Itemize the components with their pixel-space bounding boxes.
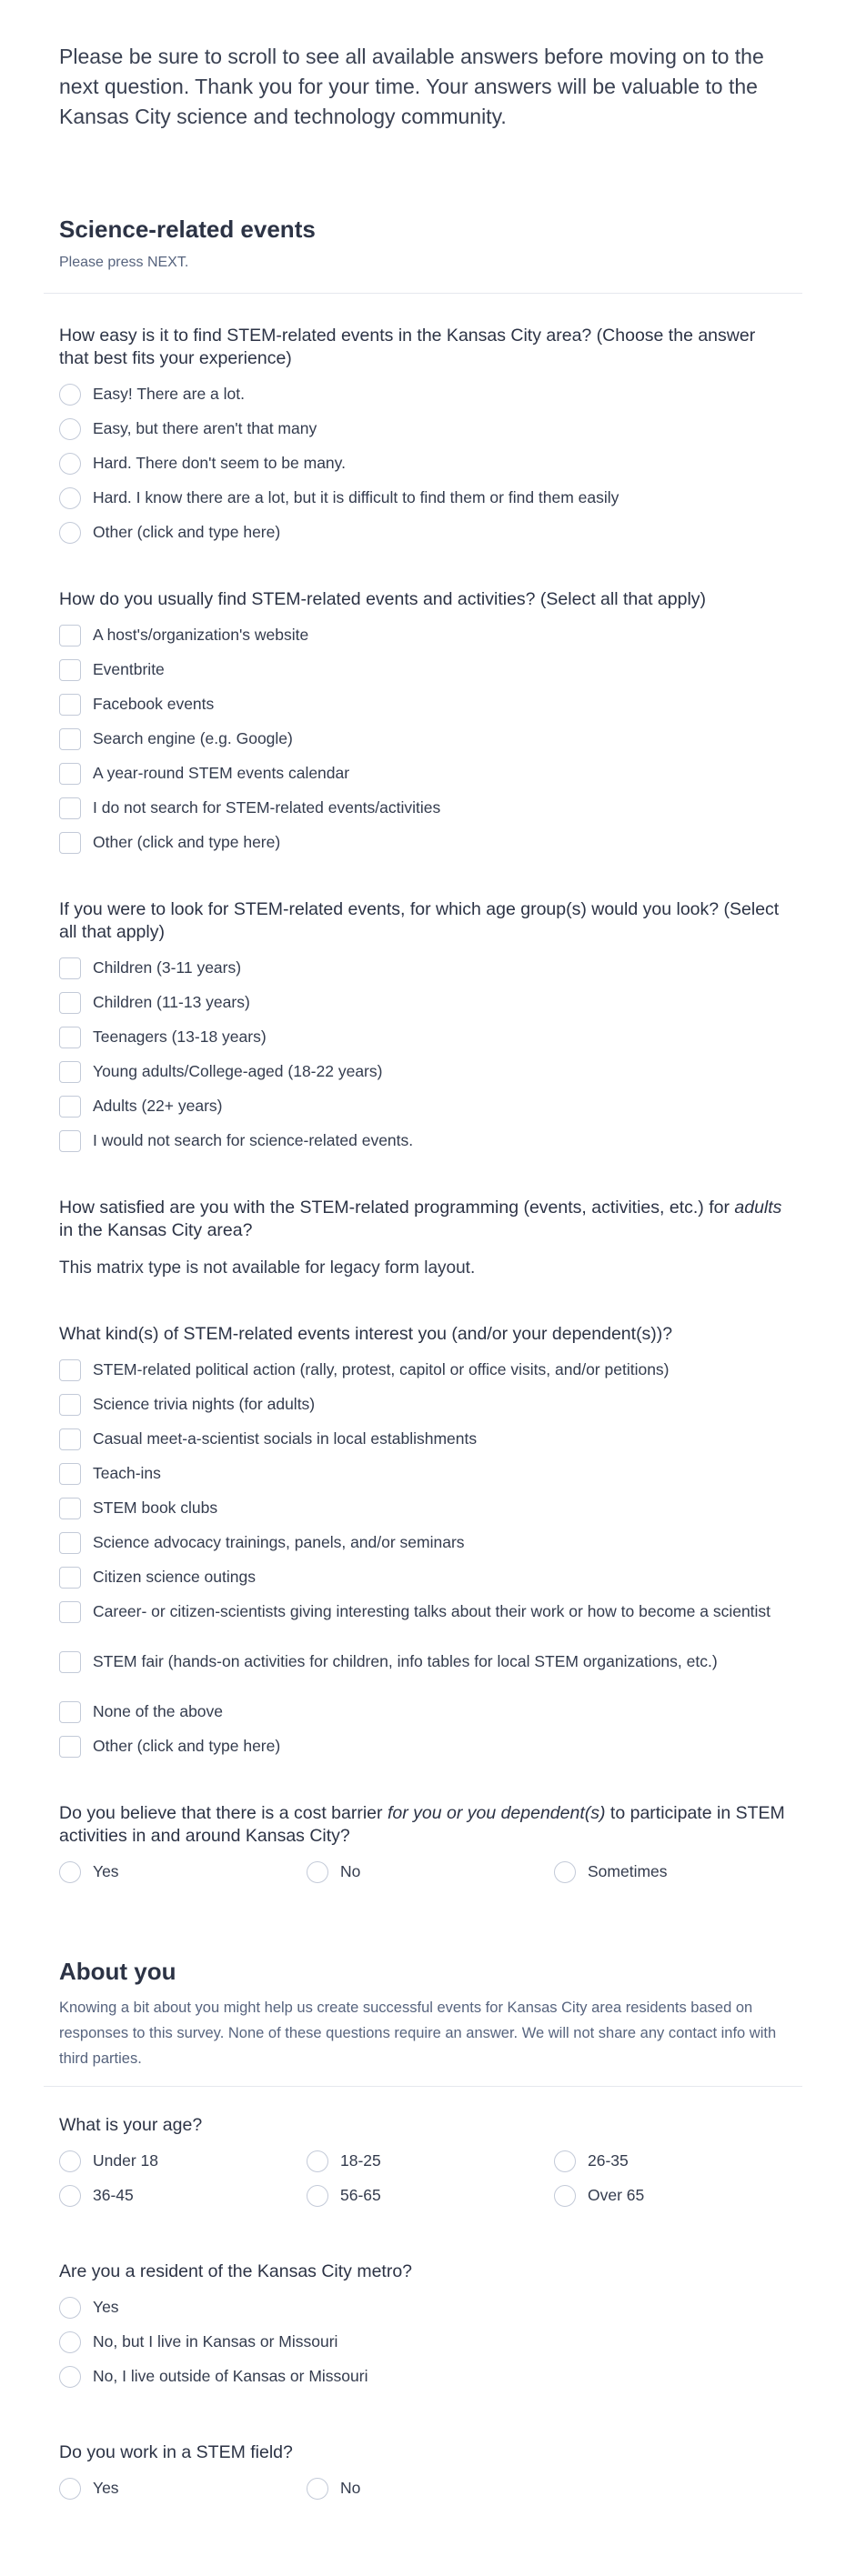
checkbox-option[interactable] xyxy=(59,991,787,1026)
radio-button[interactable] xyxy=(59,2331,81,2353)
option-label: Easy! There are a lot. xyxy=(93,385,245,403)
radio-button[interactable] xyxy=(59,1861,81,1883)
title-text: to participate in STEM activities in and around Kansas City? xyxy=(59,1803,785,1846)
radio-button[interactable] xyxy=(307,2478,328,2500)
radio-option-no[interactable] xyxy=(307,1860,554,1895)
option-label: Teenagers (13-18 years) xyxy=(93,1027,267,1046)
question-age xyxy=(44,2114,802,2219)
checkbox[interactable] xyxy=(59,659,81,681)
option-label: Citizen science outings xyxy=(93,1568,256,1586)
title-emphasis: adults xyxy=(734,1198,782,1218)
radio-button[interactable] xyxy=(307,2150,328,2172)
option-label: Eventbrite xyxy=(93,660,165,678)
option-label: Facebook events xyxy=(93,695,215,713)
intro-text: Please be sure to scroll to see all available answers before moving on to the next question. Thank you for your time. Your answers will be valuable to the Kansas City science and technology community. xyxy=(59,45,764,128)
section-divider xyxy=(44,2086,802,2087)
radio-button[interactable] xyxy=(59,2366,81,2388)
checkbox-option[interactable] xyxy=(59,1358,787,1393)
checkbox-option[interactable] xyxy=(59,1497,787,1531)
checkbox[interactable] xyxy=(59,1096,81,1118)
checkbox[interactable] xyxy=(59,763,81,785)
option-label: Other (click and type here) xyxy=(93,523,281,541)
radio-group xyxy=(59,383,787,556)
radio-group xyxy=(59,2477,787,2511)
option-label: 26-35 xyxy=(588,2151,629,2170)
option-label: Teach-ins xyxy=(93,1464,161,1482)
section-header-about xyxy=(44,1940,802,2071)
option-label: Easy, but there aren't that many xyxy=(93,419,317,437)
radio-option[interactable] xyxy=(59,2330,787,2365)
question-title: What is your age? xyxy=(59,2115,203,2135)
section-title: Science-related events xyxy=(59,216,316,243)
checkbox[interactable] xyxy=(59,1428,81,1450)
radio-option[interactable] xyxy=(59,2184,307,2219)
radio-button[interactable] xyxy=(59,418,81,440)
option-label: Sometimes xyxy=(588,1862,668,1880)
checkbox-option[interactable] xyxy=(59,762,787,797)
radio-button[interactable] xyxy=(59,522,81,544)
question-title: If you were to look for STEM-related events, for which age group(s) would you look? (Select all that apply) xyxy=(59,899,780,942)
checkbox-option[interactable] xyxy=(59,693,787,727)
title-text: Do you believe that there is a cost barrier xyxy=(59,1803,388,1823)
section-title: About you xyxy=(59,1958,176,1985)
option-label: Yes xyxy=(93,2298,119,2316)
checkbox[interactable] xyxy=(59,728,81,750)
checkbox[interactable] xyxy=(59,957,81,979)
checkbox[interactable] xyxy=(59,694,81,716)
radio-button[interactable] xyxy=(59,384,81,406)
option-label: Career- or citizen-scientists giving interesting talks about their work or how to become a scientist xyxy=(93,1602,771,1620)
question-title: How easy is it to find STEM-related events in the Kansas City area? (Choose the answer that best fits your experience) xyxy=(59,326,756,368)
checkbox-option[interactable] xyxy=(59,624,787,658)
option-label: 18-25 xyxy=(340,2151,381,2170)
matrix-unavailable-note: This matrix type is not available for legacy form layout. xyxy=(59,1258,476,1278)
checkbox[interactable] xyxy=(59,1736,81,1758)
checkbox[interactable] xyxy=(59,1651,81,1673)
option-label: Other (click and type here) xyxy=(93,833,281,851)
checkbox[interactable] xyxy=(59,1532,81,1554)
radio-button[interactable] xyxy=(554,2150,576,2172)
radio-button[interactable] xyxy=(59,453,81,475)
radio-option[interactable] xyxy=(554,2184,801,2219)
radio-option-no[interactable] xyxy=(307,2477,554,2511)
title-text: in the Kansas City area? xyxy=(59,1220,253,1240)
checkbox-option[interactable] xyxy=(59,1095,787,1129)
checkbox-option[interactable] xyxy=(59,1393,787,1428)
checkbox-option[interactable] xyxy=(59,1650,787,1700)
option-label: Children (11-13 years) xyxy=(93,993,250,1011)
question-stem-work xyxy=(44,2441,802,2511)
checkbox-option[interactable] xyxy=(59,658,787,693)
option-label: I do not search for STEM-related events/activities xyxy=(93,798,441,817)
radio-option-yes[interactable] xyxy=(59,1860,307,1895)
checkbox-option[interactable] xyxy=(59,1060,787,1095)
checkbox-option[interactable] xyxy=(59,797,787,831)
section-subtitle: Please press NEXT. xyxy=(59,255,189,270)
title-text: How satisfied are you with the STEM-related programming (events, activities, etc.) for xyxy=(59,1198,735,1218)
question-satisfaction-adults xyxy=(44,1197,802,1279)
checkbox-option[interactable] xyxy=(59,1531,787,1566)
option-label: No xyxy=(340,2479,361,2497)
option-label: STEM-related political action (rally, protest, capitol or office visits, and/or petitions) xyxy=(93,1360,670,1378)
checkbox-option-other[interactable] xyxy=(59,1735,787,1769)
checkbox-group xyxy=(59,624,787,866)
question-how-find-events xyxy=(44,588,802,866)
option-label: A year-round STEM events calendar xyxy=(93,764,350,782)
radio-option[interactable] xyxy=(307,2184,554,2219)
checkbox[interactable] xyxy=(59,1394,81,1416)
checkbox-option[interactable] xyxy=(59,1600,787,1650)
checkbox[interactable] xyxy=(59,1498,81,1519)
checkbox[interactable] xyxy=(59,1027,81,1048)
radio-group xyxy=(59,2150,787,2219)
question-cost-barrier xyxy=(44,1802,802,1895)
checkbox-option[interactable] xyxy=(59,957,787,991)
option-label: Science advocacy trainings, panels, and/or seminars xyxy=(93,1533,465,1551)
checkbox[interactable] xyxy=(59,1130,81,1152)
question-age-groups xyxy=(44,898,802,1164)
option-label: Science trivia nights (for adults) xyxy=(93,1395,316,1413)
option-label: Casual meet-a-scientist socials in local establishments xyxy=(93,1429,478,1448)
question-title: How do you usually find STEM-related events and activities? (Select all that apply) xyxy=(59,589,707,609)
option-label: Children (3-11 years) xyxy=(93,958,242,977)
question-title: What kind(s) of STEM-related events interest you (and/or your dependent(s))? xyxy=(59,1324,673,1344)
question-title xyxy=(59,1802,787,1848)
checkbox-group xyxy=(59,1358,787,1769)
radio-button[interactable] xyxy=(59,2478,81,2500)
checkbox[interactable] xyxy=(59,1701,81,1723)
checkbox[interactable] xyxy=(59,832,81,854)
option-label: No, I live outside of Kansas or Missouri xyxy=(93,2367,368,2385)
option-label: STEM fair (hands-on activities for children, info tables for local STEM organizations, etc.) xyxy=(93,1652,718,1670)
option-label: Under 18 xyxy=(93,2151,158,2170)
radio-option[interactable] xyxy=(59,383,787,417)
option-label: 36-45 xyxy=(93,2186,134,2204)
section-description: Knowing a bit about you might help us create successful events for Kansas City area residents based on responses to this survey. None of these questions require an answer. We will not share any contact info with third parties. xyxy=(59,2000,777,2067)
checkbox-option[interactable] xyxy=(59,1026,787,1060)
question-title: Do you work in a STEM field? xyxy=(59,2442,293,2462)
question-ease-of-finding xyxy=(44,325,802,556)
option-label: No xyxy=(340,1862,361,1880)
option-label: A host's/organization's website xyxy=(93,626,309,644)
checkbox-option[interactable] xyxy=(59,1566,787,1600)
question-title xyxy=(59,1197,787,1242)
option-label: 56-65 xyxy=(340,2186,381,2204)
radio-option[interactable] xyxy=(59,2150,307,2184)
radio-button[interactable] xyxy=(59,2185,81,2207)
checkbox[interactable] xyxy=(59,1567,81,1589)
option-label: Hard. There don't seem to be many. xyxy=(93,454,346,472)
radio-button[interactable] xyxy=(554,1861,576,1883)
radio-option[interactable] xyxy=(307,2150,554,2184)
radio-option[interactable] xyxy=(59,486,787,521)
checkbox[interactable] xyxy=(59,992,81,1014)
option-label: Hard. I know there are a lot, but it is difficult to find them or find them easily xyxy=(93,488,619,506)
checkbox[interactable] xyxy=(59,1061,81,1083)
checkbox-option-other[interactable] xyxy=(59,831,787,866)
radio-option-other[interactable] xyxy=(59,521,787,556)
radio-option-sometimes[interactable] xyxy=(554,1860,801,1895)
radio-button[interactable] xyxy=(59,2150,81,2172)
option-label: None of the above xyxy=(93,1702,224,1720)
radio-option[interactable] xyxy=(59,452,787,486)
option-label: Yes xyxy=(93,1862,119,1880)
option-label: Other (click and type here) xyxy=(93,1737,281,1755)
question-resident xyxy=(44,2260,802,2400)
radio-option[interactable] xyxy=(554,2150,801,2184)
option-label: No, but I live in Kansas or Missouri xyxy=(93,2332,338,2350)
radio-group xyxy=(59,1860,787,1895)
checkbox[interactable] xyxy=(59,1359,81,1381)
option-label: Search engine (e.g. Google) xyxy=(93,729,293,747)
option-label: Over 65 xyxy=(588,2186,645,2204)
radio-button[interactable] xyxy=(307,1861,328,1883)
checkbox[interactable] xyxy=(59,1601,81,1623)
checkbox-option[interactable] xyxy=(59,1700,787,1735)
radio-option[interactable] xyxy=(59,2365,787,2400)
radio-button[interactable] xyxy=(307,2185,328,2207)
title-emphasis: for you or you dependent(s) xyxy=(387,1803,606,1823)
checkbox[interactable] xyxy=(59,797,81,819)
checkbox-group xyxy=(59,957,787,1164)
option-label: I would not search for science-related events. xyxy=(93,1131,414,1149)
radio-option[interactable] xyxy=(59,417,787,452)
checkbox[interactable] xyxy=(59,625,81,647)
checkbox-option[interactable] xyxy=(59,727,787,762)
section-header-science xyxy=(44,198,802,275)
section-divider xyxy=(44,293,802,294)
checkbox-option[interactable] xyxy=(59,1462,787,1497)
radio-option[interactable] xyxy=(59,2296,787,2330)
radio-button[interactable] xyxy=(554,2185,576,2207)
radio-button[interactable] xyxy=(59,487,81,509)
question-title: Are you a resident of the Kansas City metro? xyxy=(59,2261,413,2281)
radio-button[interactable] xyxy=(59,2297,81,2319)
checkbox-option[interactable] xyxy=(59,1129,787,1164)
option-label: Adults (22+ years) xyxy=(93,1097,223,1115)
radio-group xyxy=(59,2296,787,2400)
checkbox-option[interactable] xyxy=(59,1428,787,1462)
checkbox[interactable] xyxy=(59,1463,81,1485)
radio-option-yes[interactable] xyxy=(59,2477,307,2511)
question-event-interests xyxy=(44,1323,802,1769)
option-label: Young adults/College-aged (18-22 years) xyxy=(93,1062,383,1080)
option-label: STEM book clubs xyxy=(93,1498,218,1517)
option-label: Yes xyxy=(93,2479,119,2497)
